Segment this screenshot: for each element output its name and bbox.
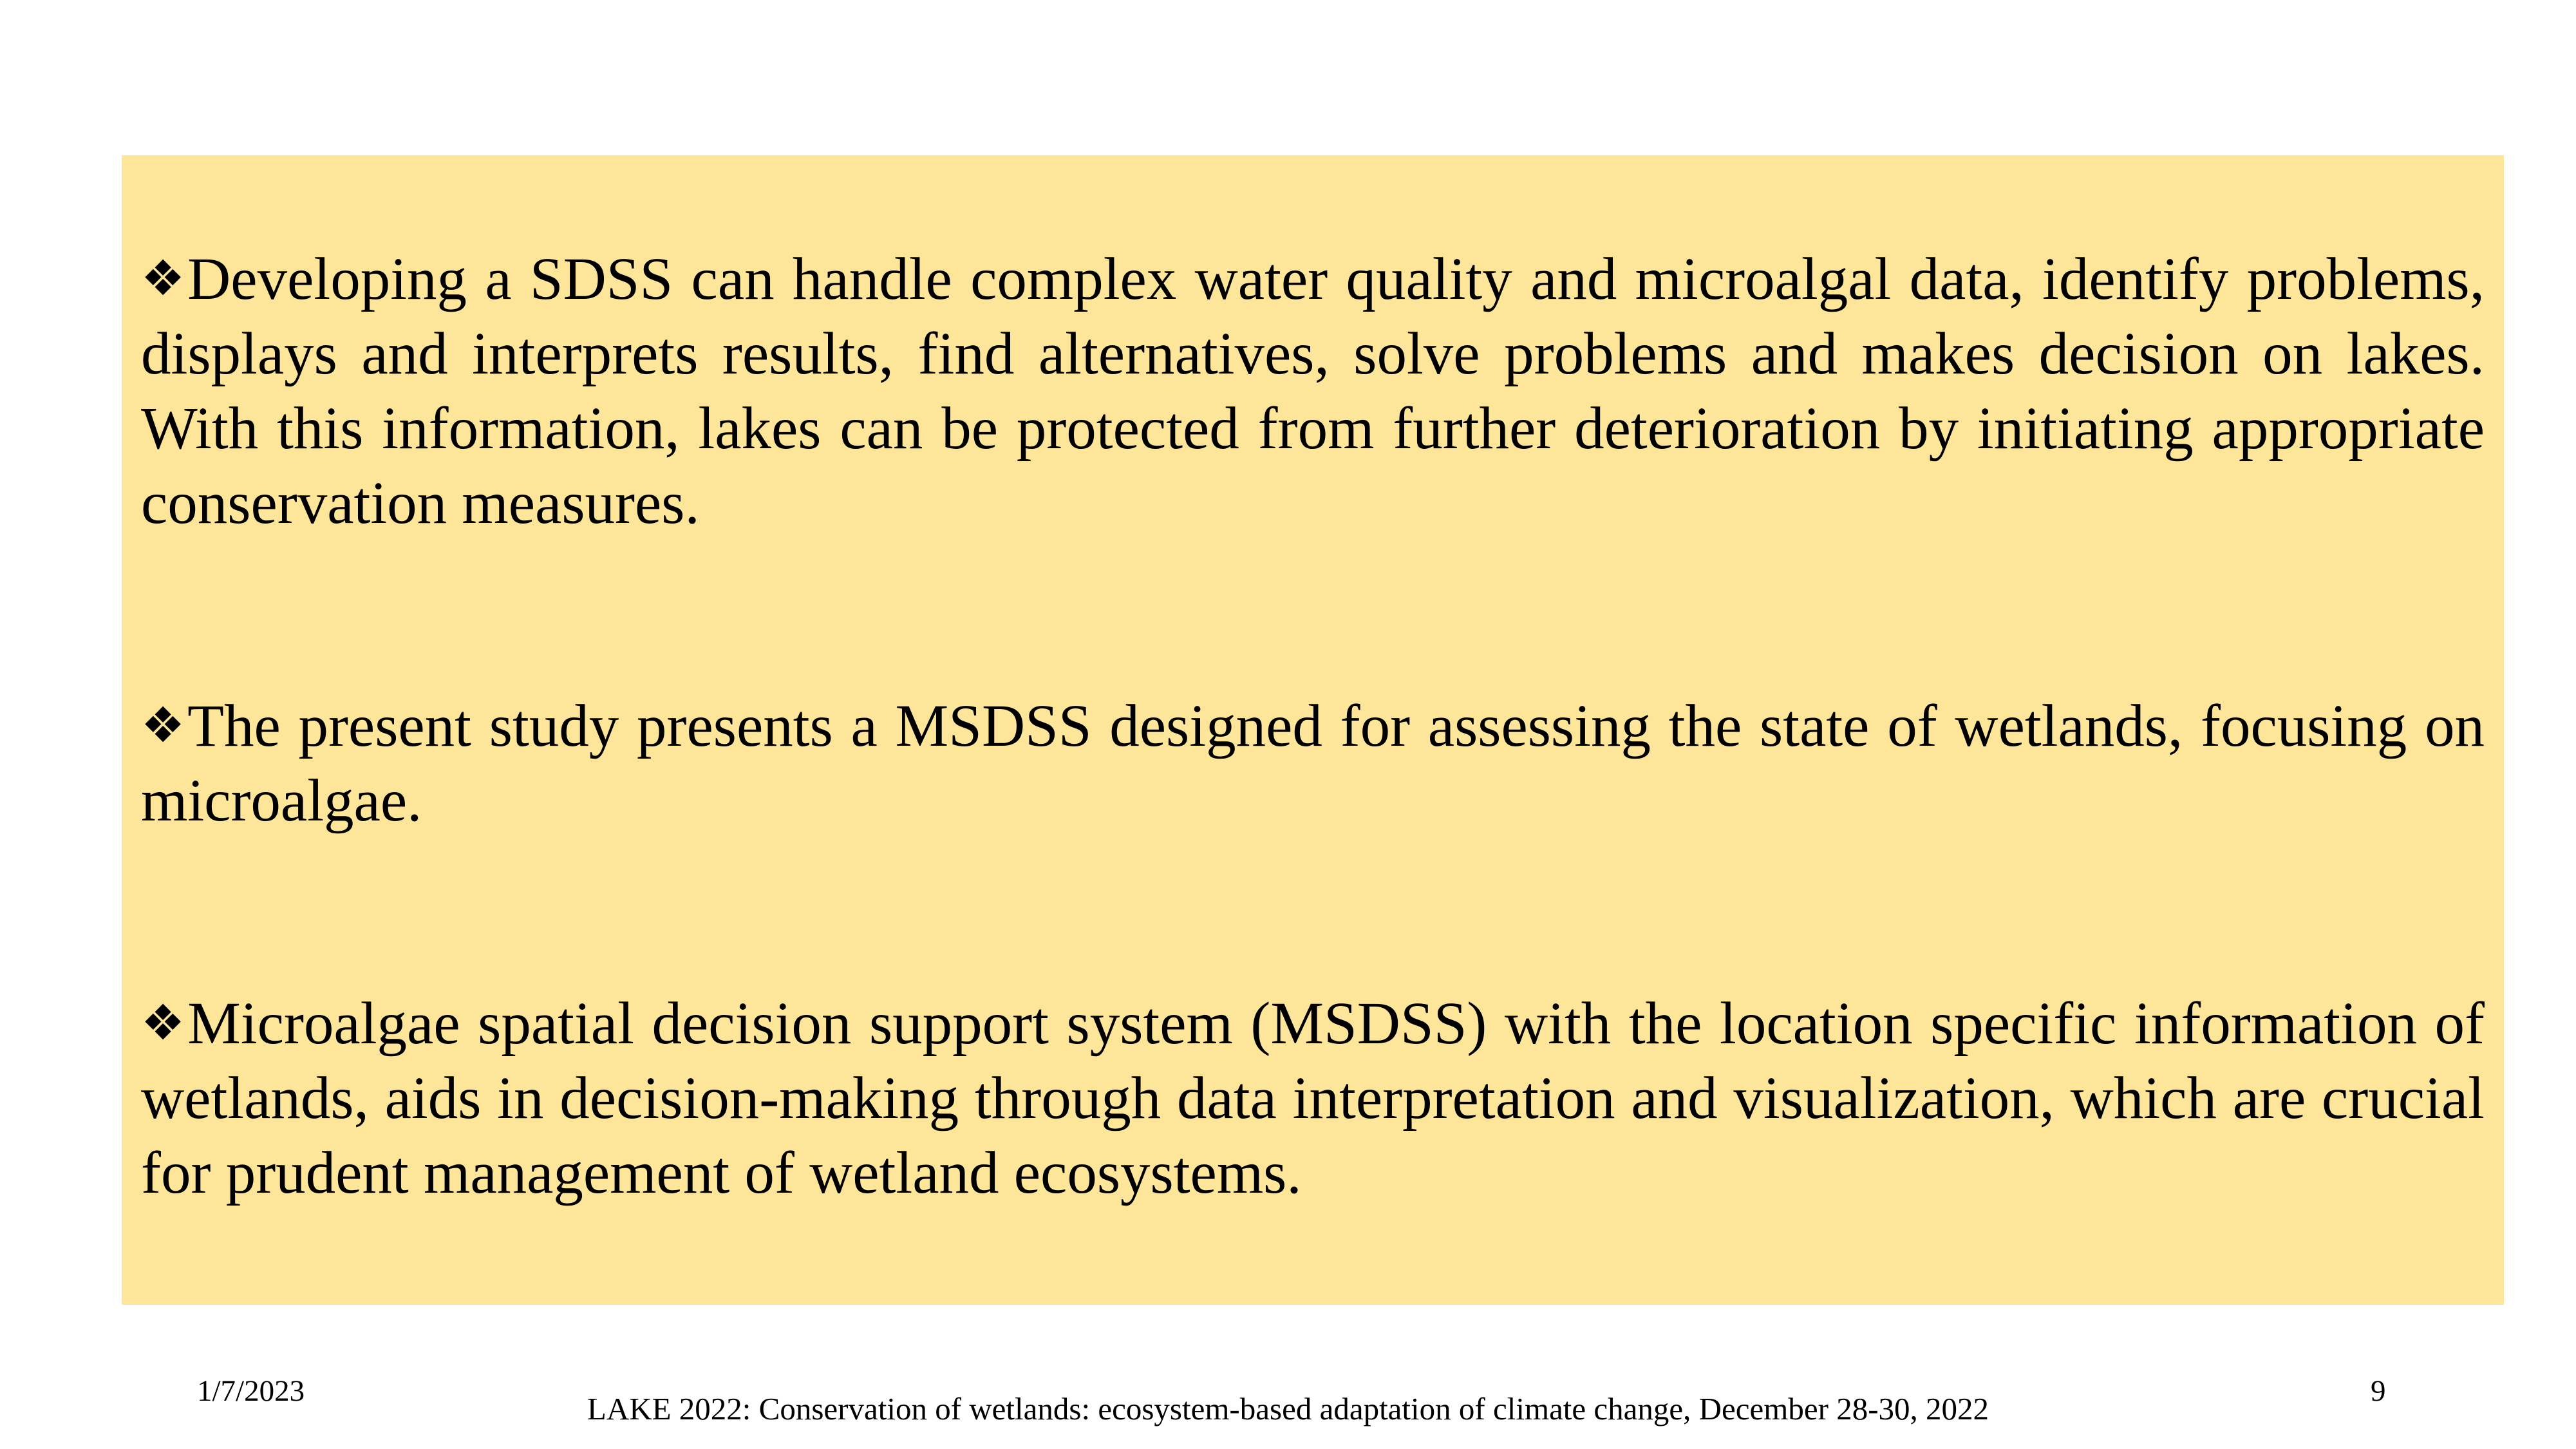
bullet-paragraph-msdss xyxy=(141,987,2485,1211)
bullet-text: Microalgae spatial decision support system (MSDSS) with the location specific information of wetlands, aids in decision-making through data interpretation and visualization, which are crucial for prudent management of wetland ecosystems. xyxy=(141,990,2485,1206)
diamond-four-icon: ❖ xyxy=(141,696,185,753)
bullet-text: The present study presents a MSDSS designed for assessing the state of wetlands, focusing on microalgae. xyxy=(141,693,2485,834)
bullet-paragraph-present-study xyxy=(141,689,2485,838)
footer-page-number: 9 xyxy=(2371,1374,2386,1408)
diamond-four-icon: ❖ xyxy=(141,994,185,1051)
content-box xyxy=(122,155,2504,1305)
diamond-four-icon: ❖ xyxy=(141,249,185,307)
bullet-text: Developing a SDSS can handle complex water quality and microalgal data, identify problems, displays and interprets results, find alternatives, solve problems and makes decision on lakes. With this information, lakes can be protected from further deterioration by initiating appropriate conservation measures. xyxy=(141,246,2485,536)
bullet-paragraph-sdss xyxy=(141,242,2485,541)
footer-title: LAKE 2022: Conservation of wetlands: ecosystem-based adaptation of climate change, December 28-30, 2022 xyxy=(587,1391,1989,1426)
footer-date: 1/7/2023 xyxy=(197,1374,305,1408)
